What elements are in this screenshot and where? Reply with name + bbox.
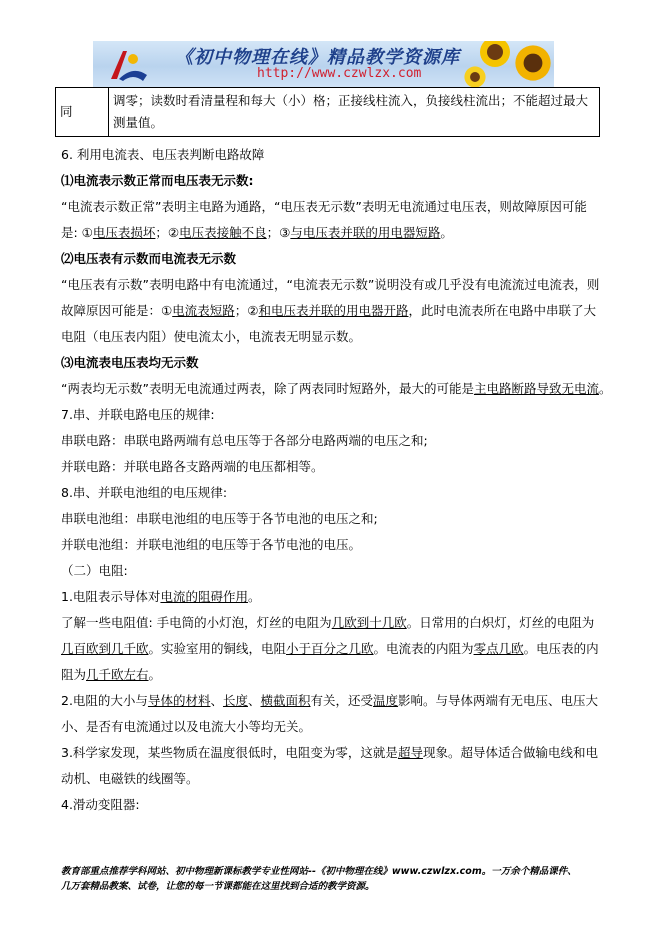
table-cell: 同	[56, 88, 109, 137]
underlined-text: 温度	[373, 693, 399, 708]
paragraph	[61, 506, 601, 532]
paragraph	[61, 454, 601, 480]
text-run: ，此时电流表所在电路中串联了大电阻（电压表内阻）使电流太小，电流表无明显示数。	[61, 303, 596, 344]
sunflower-icon	[463, 65, 487, 87]
underlined-text: 电压表损坏	[92, 225, 156, 240]
text-run: 6. 利用电流表、电压表判断电路故障	[61, 147, 265, 162]
underlined-text: 小于百分之几欧	[286, 641, 374, 656]
underlined-text: 导体的材料	[147, 693, 211, 708]
underlined-text: 电流的阻碍作用	[160, 589, 248, 604]
table-row	[56, 88, 600, 137]
text-run: 8.串、并联电池组的电压规律:	[61, 485, 228, 500]
paragraph	[61, 480, 601, 506]
text-run: 串联电池组：串联电池组的电压等于各节电池的电压之和;	[61, 511, 378, 526]
paragraph	[61, 584, 601, 610]
text-run: ⑴电流表示数正常而电压表无示数:	[61, 173, 254, 188]
paragraph	[61, 610, 601, 688]
underlined-text: 几百欧到几千欧	[61, 641, 149, 656]
text-run: 2.电阻的大小与	[61, 693, 148, 708]
paragraph	[61, 246, 601, 272]
text-run: 4.滑动变阻器:	[61, 797, 140, 812]
paragraph	[61, 272, 601, 350]
text-run: 、	[210, 693, 223, 708]
paragraph	[61, 194, 601, 246]
text-run: 并联电池组：并联电池组的电压等于各节电池的电压。	[61, 537, 362, 552]
header-banner	[93, 41, 554, 87]
underlined-text: 几千欧左右	[86, 667, 149, 682]
text-run: ；③	[266, 225, 291, 240]
paragraph	[61, 142, 601, 168]
underlined-text: 电流表短路	[172, 303, 235, 318]
text-run: 。	[598, 381, 612, 396]
banner-url: http://www.czwlzx.com	[257, 66, 422, 81]
text-run: 。	[440, 225, 453, 240]
paragraph	[61, 402, 601, 428]
text-run: 1.电阻表示导体对	[61, 589, 161, 604]
banner-title: 《初中物理在线》精品教学资源库	[175, 47, 460, 68]
text-run: 有关，还受	[310, 693, 374, 708]
text-run: “电压表有示数”表明电路中有电流通过，“电流表无示数”说明没有或几乎没有电流流过电流表，则故障原因可能是：①	[61, 277, 600, 318]
text-run: 。电流表的内阻为	[373, 641, 474, 656]
text-run: ；②	[155, 225, 180, 240]
underlined-text: 电压表接触不良	[179, 225, 267, 240]
footer-line: 几万套精品教案、试卷，让您的每一节课都能在这里找到合适的教学资源。	[61, 881, 375, 892]
text-run: ⑵电压表有示数而电流表无示数	[61, 251, 237, 266]
site-logo-icon	[103, 45, 151, 85]
underlined-text: 长度	[222, 693, 248, 708]
text-run: （二）电阻:	[61, 563, 128, 578]
text-run: 现象。超导体适合做输电线和电动机、电磁铁的线圈等。	[61, 745, 598, 786]
underlined-text: 横截面积	[260, 693, 311, 708]
underlined-text: 和电压表并联的用电器开路	[258, 303, 409, 318]
text-run: ⑶电流表电压表均无示数	[61, 355, 199, 370]
paragraph	[61, 740, 601, 792]
paragraph	[61, 376, 612, 402]
paragraph	[61, 688, 601, 740]
text-run: 、	[247, 693, 261, 708]
document-body	[61, 142, 612, 818]
underlined-text: 主电路断路导致无电流	[473, 381, 599, 396]
text-run: 。日常用的白炽灯，灯丝的电阻为	[406, 615, 595, 630]
paragraph	[61, 532, 601, 558]
text-run: 。电压表的内阻为	[61, 641, 599, 682]
underlined-text: 超导	[397, 745, 423, 760]
text-run: 3.科学家发现，某些物质在温度很低时，电阻变为零，这就是	[61, 745, 398, 760]
table-cell: 调零；读数时看清量程和每大（小）格；正接线柱流入，负接线柱流出；不能超过最大测量值。	[109, 88, 600, 137]
paragraph	[61, 428, 601, 454]
paragraph	[61, 558, 601, 584]
text-run: 串联电路：串联电路两端有总电压等于各部分电路两端的电压之和;	[61, 433, 428, 448]
paragraph	[61, 350, 601, 376]
text-run: 7.串、并联电路电压的规律:	[61, 407, 215, 422]
paragraph	[61, 168, 601, 194]
sunflower-icon	[513, 43, 553, 83]
paragraph	[61, 792, 601, 818]
footer-line: 教育部重点推荐学科网站、初中物理新课标教学专业性网站--《初中物理在线》www.czwlzx.com。一万余个精品课件、	[61, 866, 577, 877]
page-footer	[61, 864, 621, 894]
text-run: 了解一些电阻值: 手电筒的小灯泡，灯丝的电阻为	[61, 615, 332, 630]
text-run: ；②	[234, 303, 259, 318]
text-run: 。	[148, 667, 162, 682]
text-run: 并联电路：并联电路各支路两端的电压都相等。	[61, 459, 324, 474]
comparison-table-fragment	[55, 87, 600, 137]
text-run: 。实验室用的铜线，电阻	[148, 641, 287, 656]
text-run: “两表均无示数”表明无电流通过两表，除了两表同时短路外，最大的可能是	[61, 381, 474, 396]
underlined-text: 几欧到十几欧	[331, 615, 407, 630]
text-run: 。	[247, 589, 261, 604]
underlined-text: 与电压表并联的用电器短路	[290, 225, 441, 240]
underlined-text: 零点几欧	[473, 641, 524, 656]
text-run: 影响。与导体两端有无电压、电压大小、是否有电流通过以及电流大小等均无关。	[61, 693, 599, 734]
text-run: “电流表示数正常”表明主电路为通路，“电压表无示数”表明无电流通过电压表，则故障原因可能是: ①	[61, 199, 587, 240]
